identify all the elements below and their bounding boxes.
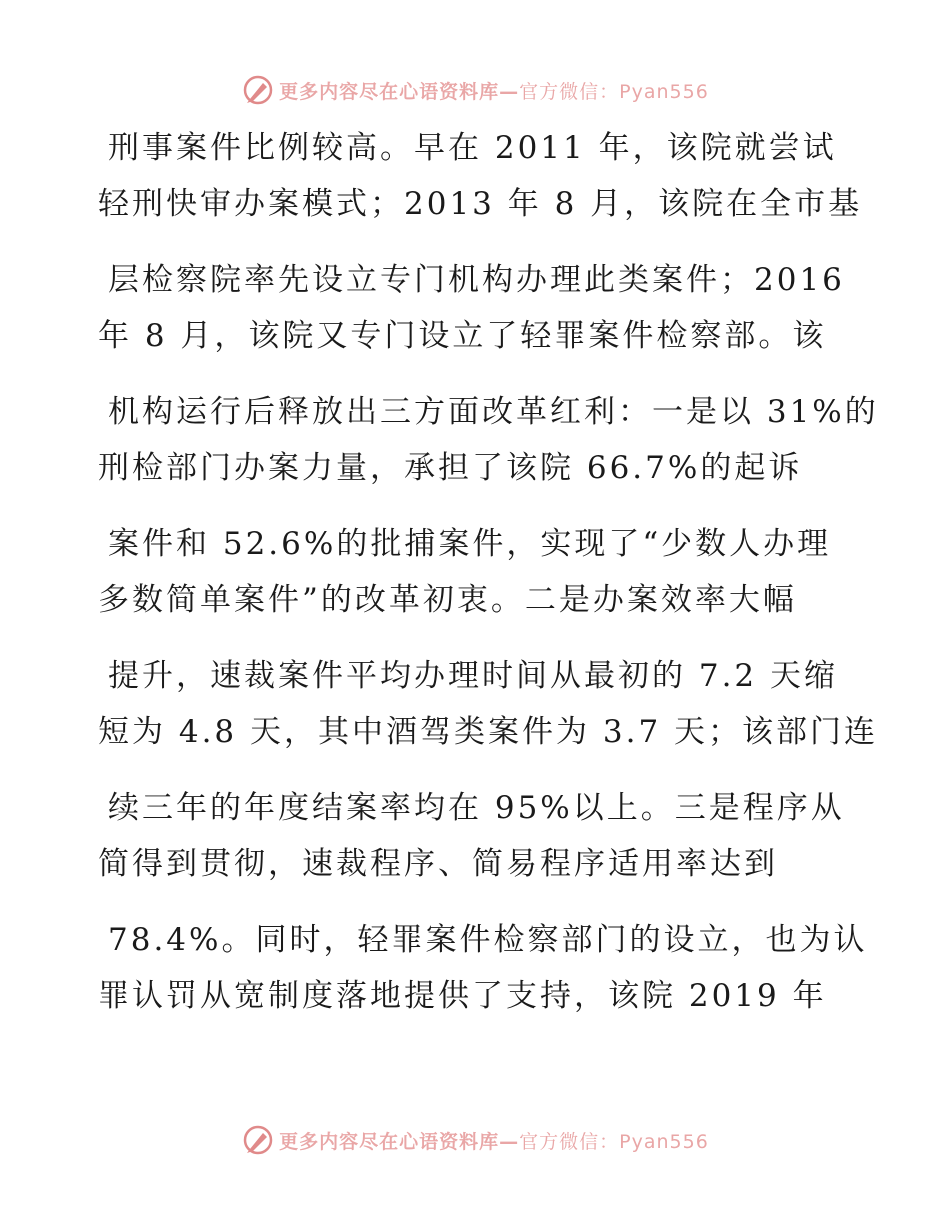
text-line: 轻刑快审办案模式；2013 年 8 月，该院在全市基 [98,186,863,222]
pen-nib-logo-icon [241,1123,275,1157]
watermark-footer [0,1120,950,1160]
text-line: 罪认罚从宽制度落地提供了支持，该院 2019 年 [98,978,827,1014]
watermark-dash: — [499,1130,520,1153]
watermark-header [0,70,950,110]
text-line: 层检察院率先设立专门机构办理此类案件；2016 [108,262,845,298]
watermark-contact: 官方微信：Pyan556 [519,80,709,103]
text-line: 多数简单案件”的改革初衷。二是办案效率大幅 [98,582,797,618]
text-line: 提升，速裁案件平均办理时间从最初的 7.2 天缩 [108,658,839,694]
text-line: 78.4%。同时，轻罪案件检察部门的设立，也为认 [108,922,868,958]
watermark-main: 更多内容尽在心语资料库 [279,1130,500,1153]
text-line: 年 8 月，该院又专门设立了轻罪案件检察部。该 [98,318,827,354]
watermark-contact: 官方微信：Pyan556 [519,1130,709,1153]
watermark-text [279,1127,709,1154]
text-line: 案件和 52.6%的批捕案件，实现了“少数人办理 [108,526,832,562]
text-line: 简得到贯彻，速裁程序、简易程序适用率达到 [98,846,778,882]
text-line: 续三年的年度结案率均在 95%以上。三是程序从 [108,790,845,826]
text-line: 短为 4.8 天，其中酒驾类案件为 3.7 天；该部门连 [98,714,879,750]
pen-nib-logo-icon [241,73,275,107]
watermark-dash: — [499,80,520,103]
text-line: 刑事案件比例较高。早在 2011 年，该院就尝试 [108,130,837,166]
watermark-main: 更多内容尽在心语资料库 [279,80,500,103]
text-line: 刑检部门办案力量，承担了该院 66.7%的起诉 [98,450,803,486]
watermark-text [279,77,709,104]
text-line: 机构运行后释放出三方面改革红利：一是以 31%的 [108,394,879,430]
